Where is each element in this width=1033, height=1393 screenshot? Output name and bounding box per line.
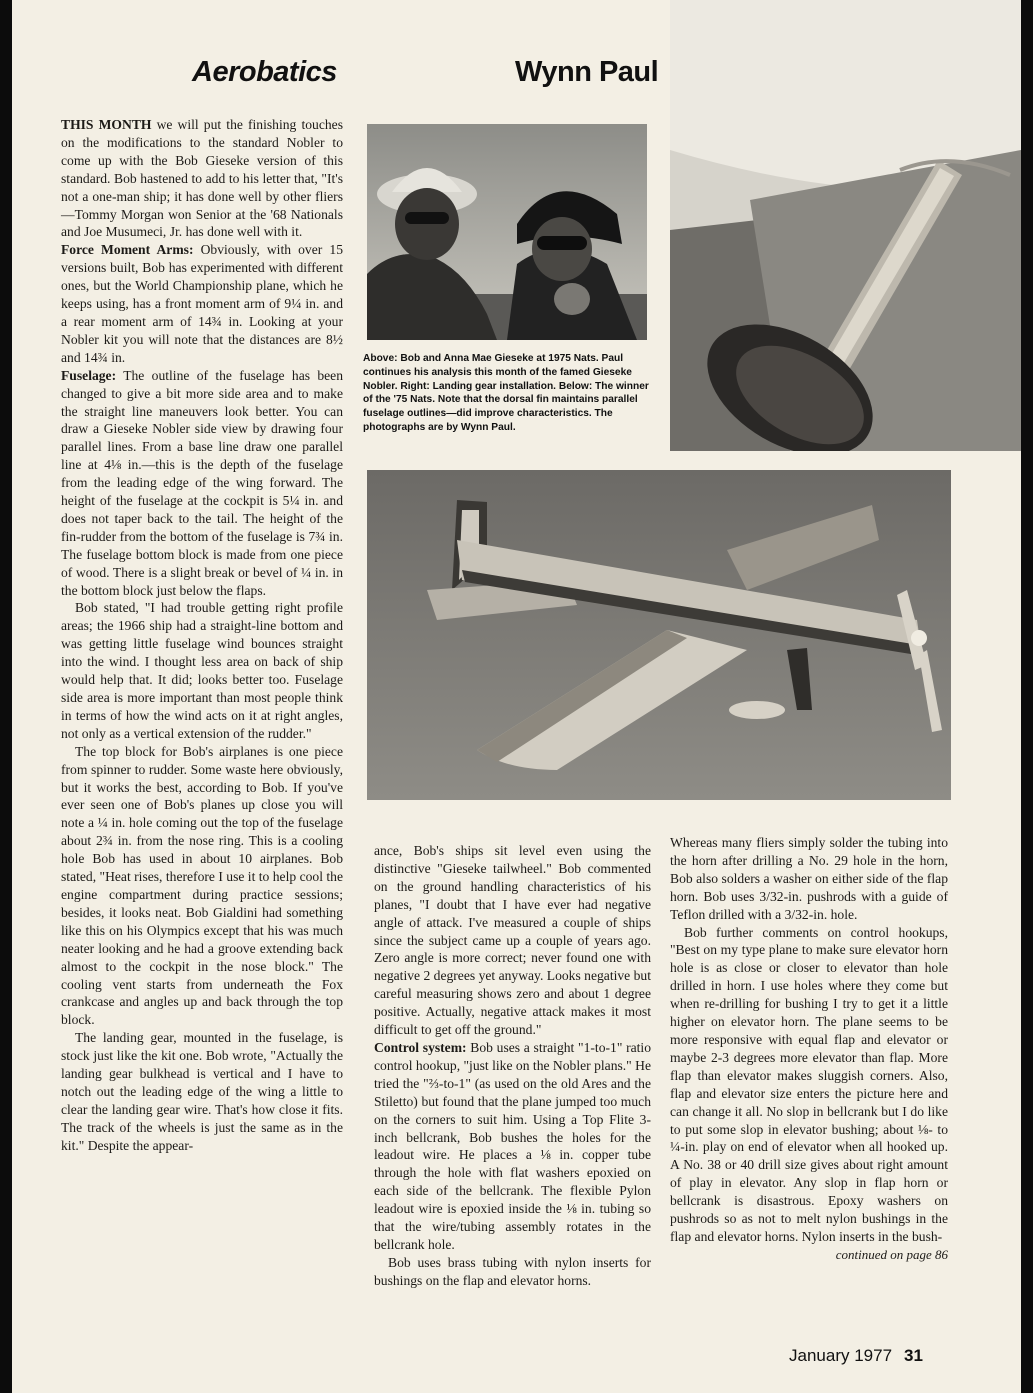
- continued-note: continued on page 86: [835, 1246, 948, 1262]
- paragraph: The landing gear, mounted in the fuselage, is stock just like the kit one. Bob wrote, "Actually the landing gear bulkhead is vertical and I have to notch out the leading edge of the wing a little to clear the landing gear wire. That's how close it fits. The track of the wheels is just the same as in the kit." Despite the appear-: [61, 1030, 343, 1153]
- paragraph: The top block for Bob's airplanes is one piece from spinner to rudder. Some waste here obviously, but it works the best, according to Bob. If you've ever seen one of Bob's planes up close you will note a ¼ in. hole coming out the top of the fuselage about 2¾ in. from the nose ring. This is a cooling hole Bob has used in about 10 airplanes. Bob stated, "Heat rises, therefore I use it to help cool the engine compartment during practice sessions; besides, it looks neat. Bob Gialdini had something like this on his Olympics except that his was much neater looking and he had a groove extending back almost to the cockpit in the nose block." The cooling vent starts from underneath the Fox crankcase and angles up and back through the top block.: [61, 743, 343, 1028]
- column-1: [61, 116, 343, 1155]
- paragraph: Bob uses brass tubing with nylon inserts for bushings on the flap and elevator horns.: [374, 1254, 651, 1288]
- intro-paragraph: THIS MONTH we will put the finishing touches on the modifications to the standard Nobler to come up with the Bob Gieseke version of this standard. Bob hastened to add to his letter that, "It's not a one-man ship; it has done well by other fliers—Tommy Morgan won Senior at the '68 Nationals and Joe Musumeci, Jr. has done well with it.: [61, 117, 343, 240]
- photo-landing-gear: [670, 0, 1021, 451]
- paragraph: Bob further comments on control hookups, "Best on my type plane to make sure elevator horn hole is as close or closer to elevator than hole drilled in horn. I use holes where they come but when re-drilling for bushing I try to get it a little higher on elevator horn. The plane seems to be more responsive with equal flap and elevator or maybe 2-3 degrees more elevator than flap. More flap than elevator makes sluggish corners. Also, flap and elevator size enters the picture here and can change it all. No slop in bellcrank but I do like to put some slop in elevator bushing; about ⅛- to ¼-in. play on end of elevator when all hooked up. A No. 38 or 40 drill size gives about right amount of play in elevator. Any slop in flap horn or bellcrank is disastrous. Epoxy washers on pushrods so as not to melt nylon bushings in the flap and elevator horns. Nylon inserts in the bush-: [670, 924, 948, 1244]
- force-moment-paragraph: Force Moment Arms: Obviously, with over 15 versions built, Bob has experimented with different ones, but the World Championship plane, which he keeps using, has a front moment arm of 9¼ in. and a rear moment arm of 14¾ in. Looking at your Nobler kit you will note that the distances are 8½ and 14¾ in.: [61, 242, 343, 365]
- photo-caption: Above: Bob and Anna Mae Gieseke at 1975 Nats. Paul continues his analysis this month of the famed Gieseke Nobler. Right: Landing gear installation. Below: The winner of the '75 Nats. Note that the dorsal fin maintains parallel fuselage outlines—did improve characteristics. The photographs are by Wynn Paul.: [363, 353, 649, 433]
- page-number: 31: [904, 1346, 923, 1365]
- column-3: [670, 834, 948, 1264]
- issue-date: January 1977: [789, 1346, 893, 1365]
- fuselage-heading: Fuselage:: [61, 367, 117, 383]
- intro-lead: THIS MONTH: [61, 117, 152, 132]
- control-system-heading: Control system:: [374, 1039, 467, 1055]
- department-title: Aerobatics: [192, 56, 337, 88]
- photo-bob-and-anna-mae: [367, 124, 647, 340]
- paragraph: Bob stated, "I had trouble getting right profile areas; the 1966 ship had a straight-line bottom and was getting little fuselage wind bounces straight into the wind. I thought less area on back of ship would help that. It did; looks better too. Fuselage side area is more important than most people think in terms of how the wind acts on it at right angles, not only as a vertical extension of the rudder.": [61, 600, 343, 741]
- photo-nobler-airplane: [367, 470, 951, 800]
- page-footer: [789, 1346, 923, 1366]
- magazine-page: [12, 0, 1021, 1393]
- control-system-paragraph: Control system: Bob uses a straight "1-to-1" ratio control hookup, "just like on the Nobler plans." He tried the "⅔-to-1" (as used on the old Ares and the Stiletto) but found that the plane jumped too much on the corners to suit him. Using a Top Flite 3-inch bellcrank, Bob bushes the holes for the leadout wire. He places a ⅛ in. copper tube through the hole with flat washers epoxied on each side of the bellcrank. The flexible Pylon leadout wire is epoxied inside the ⅛ in. tubing so that the wire/tubing assembly rotates in the bellcrank hole.: [374, 1039, 651, 1252]
- paragraph: ance, Bob's ships sit level even using the distinctive "Gieseke tailwheel." Bob commented on the ground handling characteristics of his planes, "I doubt that I have ever had negative angle of attack. I've measured a couple of ships since the subject came up a couple of years ago. Zero angle is more correct; never found one with negative 2 degrees yet anyway. Looks negative but careful measuring shows zero and about 1 degree positive. Actually, negative attack makes it most difficult to get off the ground.": [374, 843, 651, 1038]
- author-name: Wynn Paul: [515, 56, 659, 88]
- column-2: [374, 842, 651, 1290]
- force-moment-heading: Force Moment Arms:: [61, 242, 194, 258]
- paragraph: Whereas many fliers simply solder the tubing into the horn after drilling a No. 29 hole in the horn, Bob also solders a washer on either side of the flap horn. Bob uses 3/32-in. pushrods with a guide of Teflon drilled with a 3/32-in. hole.: [670, 835, 948, 922]
- fuselage-paragraph: Fuselage: The outline of the fuselage has been changed to give a bit more side area and to make the straight line maneuvers look better. You can draw a Gieseke Nobler side view by drawing four parallel lines. From a base line draw one parallel line at 4⅛ in.—this is the depth of the fuselage from the leading edge of the wing forward. The height of the fuselage at the cockpit is 5¼ in. and does not taper back to the tail. The height of the fin-rudder from the bottom of the fuselage is 7¾ in. The fuselage bottom block is made from one piece of wood. There is a slight break or bevel of ¼ in. in the bottom block just below the flaps.: [61, 367, 343, 598]
